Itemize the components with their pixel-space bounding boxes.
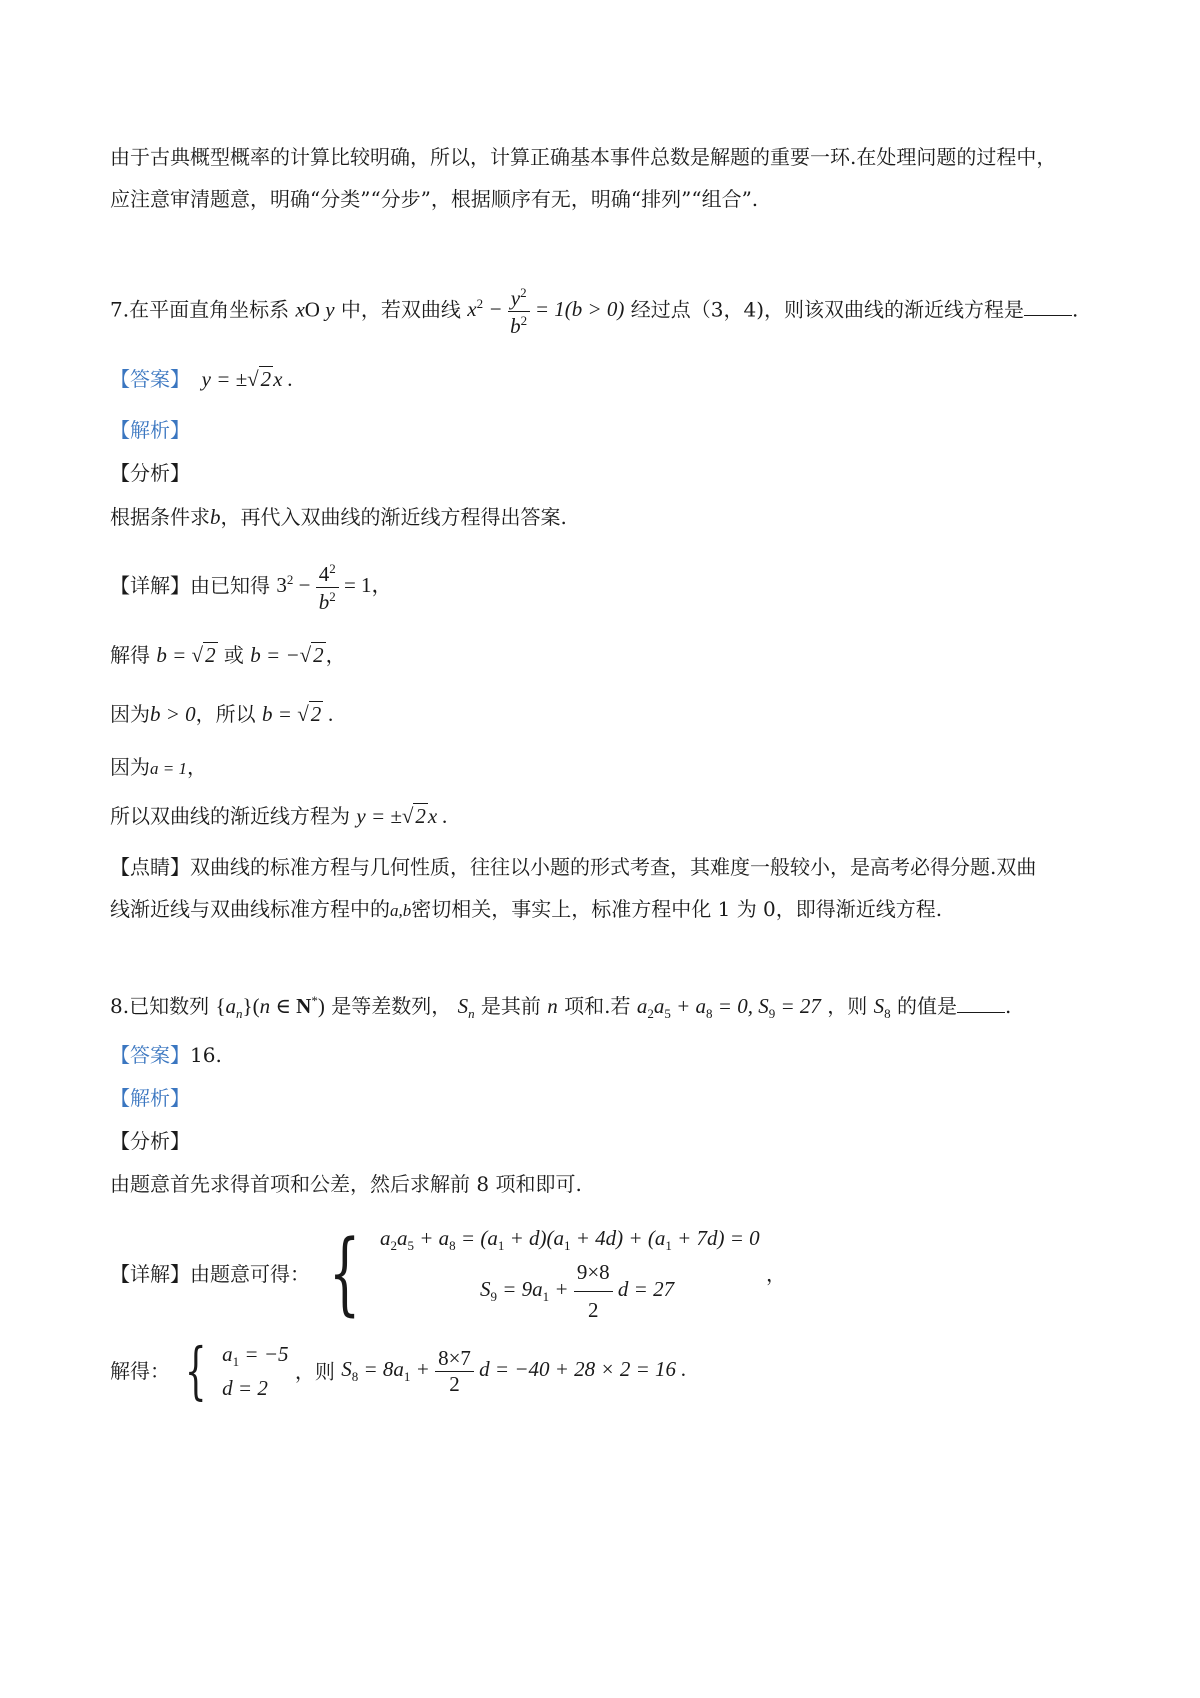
q7-coord: xO y [295, 297, 335, 322]
q7-analysis-label: 【解析】 [110, 418, 190, 442]
q8-answer: 16. [190, 1043, 222, 1067]
q8-answer-row [110, 1045, 222, 1065]
q7-b-value: b = √2 . [262, 702, 334, 726]
q8-sys1-eq1: $a_2a_5 + a_8 = (a_1 + d)(a_1 + 4d) + (a_1 + 7d) = 0$ [379, 1226, 760, 1254]
q8-mid2: 是其前 [480, 994, 541, 1018]
q7-answer-row [110, 369, 293, 390]
q8-sn: $S_n$ [457, 994, 475, 1022]
q7-asymptote: y = ±√2x . [356, 804, 448, 828]
q8-brace-2: { [185, 1334, 207, 1408]
q8-fenxi-text: 由题意首先求得首项和公差，然后求解前 8 项和即可. [110, 1172, 582, 1196]
q8-end: . [1004, 994, 1012, 1018]
q7-b-pos: b > 0 [150, 702, 196, 726]
q7-answer: y = ±√2x . [196, 367, 293, 391]
q8-mid4: ，则 [827, 994, 868, 1018]
q7-dianjing-line2b: 密切相关，事实上，标准方程中化 1 为 0，即得渐近线方程. [411, 897, 943, 921]
q8-brace-1: { [329, 1221, 361, 1327]
q7-a-value: a = 1 [150, 759, 187, 778]
q8-mid3: 项和.若 [564, 994, 631, 1018]
q7-because1: 因为 [110, 702, 150, 726]
q7-fenxi-b: ，再代入双曲线的渐近线方程得出答案. [220, 505, 567, 529]
q7-detail-text: 由已知得 [190, 573, 270, 598]
q7-condition: 经过点（3，4)，则该双曲线的渐近线方程是 [630, 297, 1025, 322]
q8-condition-eq: $a_2a_5 + a_8 = 0$, $S_9 = 27$ [636, 994, 821, 1022]
q7-because2: 因为 [110, 755, 150, 779]
q7-answer-label: 【答案】 [110, 367, 190, 391]
q7-prefix: 7.在平面直角坐标系 [110, 297, 290, 322]
intro-line-2: 应注意审清题意，明确“分类”“分步”，根据顺序有无，明确“排列”“组合”. [110, 187, 759, 211]
q8-then-text: ，则 [294, 1359, 335, 1384]
q7-hyperbola-eq: $x^2$ − $\frac{y^2}{b^2}$ = 1(b > 0) [467, 285, 625, 338]
q7-fenxi-label: 【分析】 [110, 461, 190, 485]
q7-solve-eq2: b = −√2 [250, 643, 324, 667]
q8-detail-text: 由题意可得： [190, 1262, 310, 1287]
q7-mid: 中，若双曲线 [340, 297, 461, 322]
q8-sys2-eq1: $a_1 = -5$ [222, 1342, 289, 1370]
q8-seq: $\{a_n\}(n$ ∈ N*) [215, 993, 325, 1022]
q7-fenxi-a: 根据条件求 [110, 505, 210, 529]
q8-analysis-label: 【解析】 [110, 1086, 190, 1110]
q8-blank [957, 994, 1005, 1013]
q8-system-2 [222, 1338, 288, 1405]
q8-answer-label: 【答案】 [110, 1043, 190, 1067]
q8-question [110, 994, 1011, 1020]
q7-so2-row [110, 806, 448, 827]
intro-line-1: 由于古典概型概率的计算比较明确，所以，计算正确基本事件总数是解题的重要一环.在处理问题的过程中， [110, 145, 1057, 169]
q7-end: . [1072, 297, 1079, 322]
q7-because1-row [110, 704, 334, 725]
q8-s8-eq: $S_8 = 8a_1$ + $\frac{8\times 7}{2}$ d = −40 + 28 × 2 = 16 . [341, 1345, 687, 1396]
q7-question [110, 286, 1078, 337]
q8-sys1-eq2: $S_9 = 9a_1$ + $\frac{9\times 8}{2}$ d = 27 [380, 1256, 760, 1326]
q7-solve-text: 解得 [110, 643, 150, 667]
q7-dianjing-row1 [110, 857, 1036, 877]
q8-fenxi-label: 【分析】 [110, 1129, 190, 1153]
q7-or: 或 [223, 643, 244, 667]
q7-dianjing-line1: 双曲线的标准方程与几何性质，往往以小题的形式考查，其难度一般较小，是高考必得分题.双曲 [190, 855, 1037, 879]
q8-mid5: 的值是 [896, 994, 957, 1018]
q7-dianjing-label: 【点睛】 [110, 855, 190, 879]
q8-sys2-eq2: d = 2 [222, 1376, 268, 1401]
q7-fenxi-var: b [210, 505, 221, 529]
q7-dianjing-line2a: 线渐近线与双曲线标准方程中的 [110, 897, 390, 921]
q8-detail-label: 【详解】 [110, 1262, 190, 1287]
q8-n: n [547, 994, 558, 1018]
q7-so1: ，所以 [195, 702, 256, 726]
q7-because2-row: 因为a = 1， [110, 755, 207, 779]
q7-fenxi-text [110, 507, 567, 528]
q7-blank [1024, 297, 1072, 316]
q7-ab: a,b [390, 901, 412, 920]
q7-detail-eq: $3^2$ − $\frac{4^2}{b^2}$ = 1， [276, 561, 393, 614]
q8-system-1 [380, 1222, 760, 1326]
q7-solve-row: 解得 b = √2 或 b = −√2 ， [110, 643, 346, 667]
q7-so2: 所以双曲线的渐近线方程为 [110, 804, 350, 828]
q8-solve-row [110, 1334, 687, 1408]
q8-mid1: 是等差数列， [331, 994, 452, 1018]
q7-detail-row [110, 562, 393, 613]
q8-solve-text: 解得： [110, 1359, 170, 1384]
q8-prefix: 8.已知数列 [110, 994, 210, 1018]
q7-solve-eq1: b = √2 [156, 643, 216, 667]
q8-s8: $S_8$ [873, 994, 891, 1022]
q7-dianjing-row2 [110, 899, 942, 919]
q8-detail-row: 【详解】由题意可得： { $a_2a_5 + a_8 = (a_1 + d)(a_1 + 4d) + (a_1 + 7d) = 0$ $S_9 = 9a_1$ + $\frac{9\times 8}{2}$ d = 27 ， [110, 1221, 787, 1327]
q7-detail-label: 【详解】 [110, 573, 190, 598]
